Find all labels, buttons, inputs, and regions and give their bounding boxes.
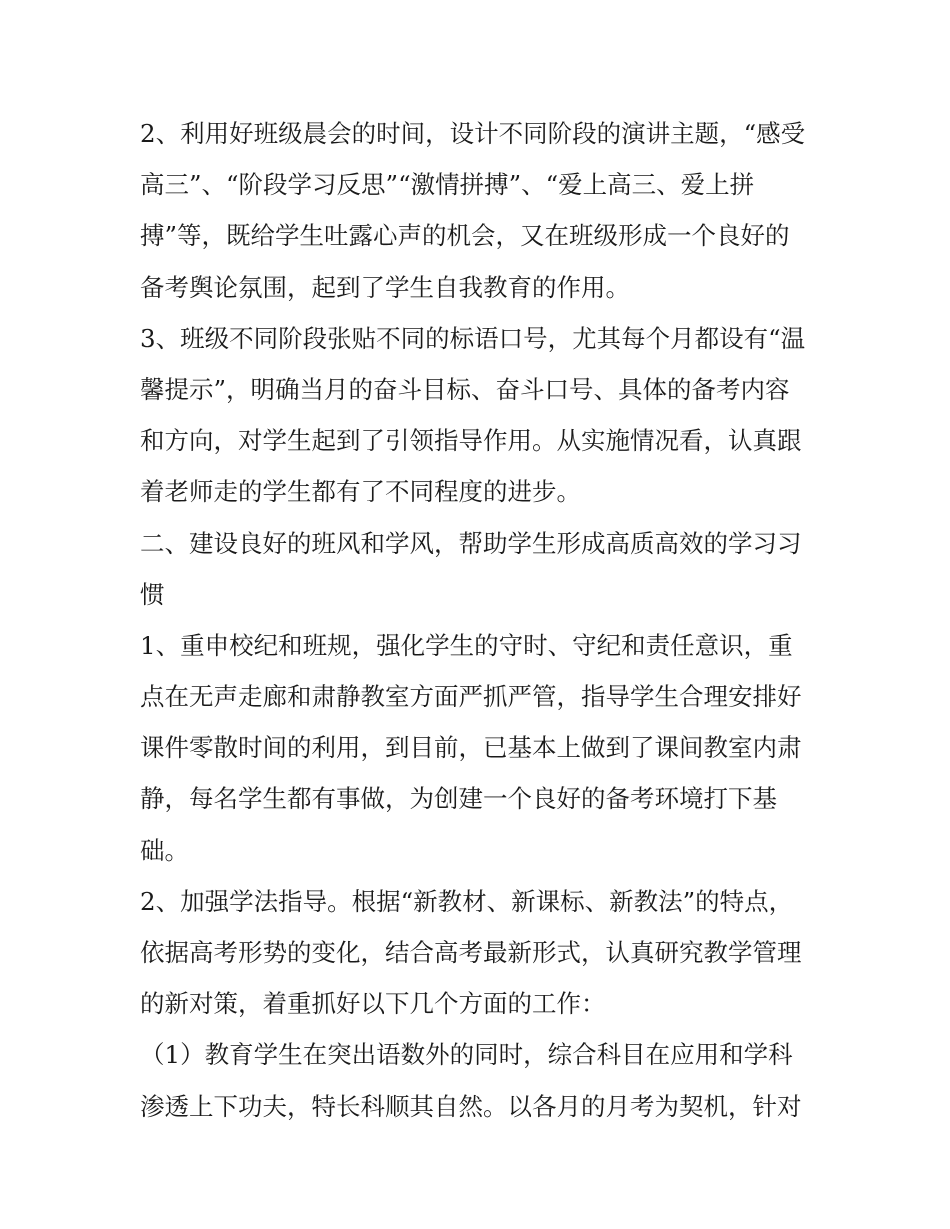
document-body [140,108,815,1132]
text-line: 2、加强学法指导。根据“新教材、新课标、新教法”的特点， [140,886,794,916]
section-heading-line: 惯 [140,579,165,609]
text-line: 备考舆论氛围，起到了学生自我教育的作用。 [140,272,630,302]
text-line: 着老师走的学生都有了不同程度的进步。 [140,477,581,507]
text-line: 馨提示”，明确当月的奋斗目标、奋斗口号、具体的备考内容 [140,374,790,404]
section-heading-line: 二、建设良好的班风和学风，帮助学生形成高质高效的学习习 [140,528,802,558]
text-line: 础。 [140,835,189,865]
text-line: 的新对策，着重抓好以下几个方面的工作： [140,989,606,1019]
text-line: 搏”等，既给学生吐露心声的机会，又在班级形成一个良好的 [140,221,790,251]
text-line: 1、重申校纪和班规，强化学生的守时、守纪和责任意识，重 [140,630,793,660]
text-line: 依据高考形势的变化，结合高考最新形式，认真研究教学管理 [140,938,802,967]
text-line: 渗透上下功夫，特长科顺其自然。以各月的月考为契机，针对 [140,1091,802,1121]
text-line: 2、利用好班级晨会的时间，设计不同阶段的演讲主题，“感受 [140,119,806,148]
text-line: 高三”、“阶段学习反思”“激情拼搏”、“爱上高三、爱上拼 [140,170,755,200]
text-line: 点在无声走廊和肃静教室方面严抓严管，指导学生合理安排好 [140,682,802,712]
text-line: 和方向，对学生起到了引领指导作用。从实施情况看，认真跟 [140,426,802,456]
text-line: 课件零散时间的利用，到目前，已基本上做到了课间教室内肃 [140,733,802,763]
text-line: 静，每名学生都有事做，为创建一个良好的备考环境打下基 [140,784,777,814]
text-line: 3、班级不同阶段张贴不同的标语口号，尤其每个月都设有“温 [140,323,806,353]
text-line: （1）教育学生在突出语数外的同时，综合科目在应用和学科 [140,1040,793,1070]
